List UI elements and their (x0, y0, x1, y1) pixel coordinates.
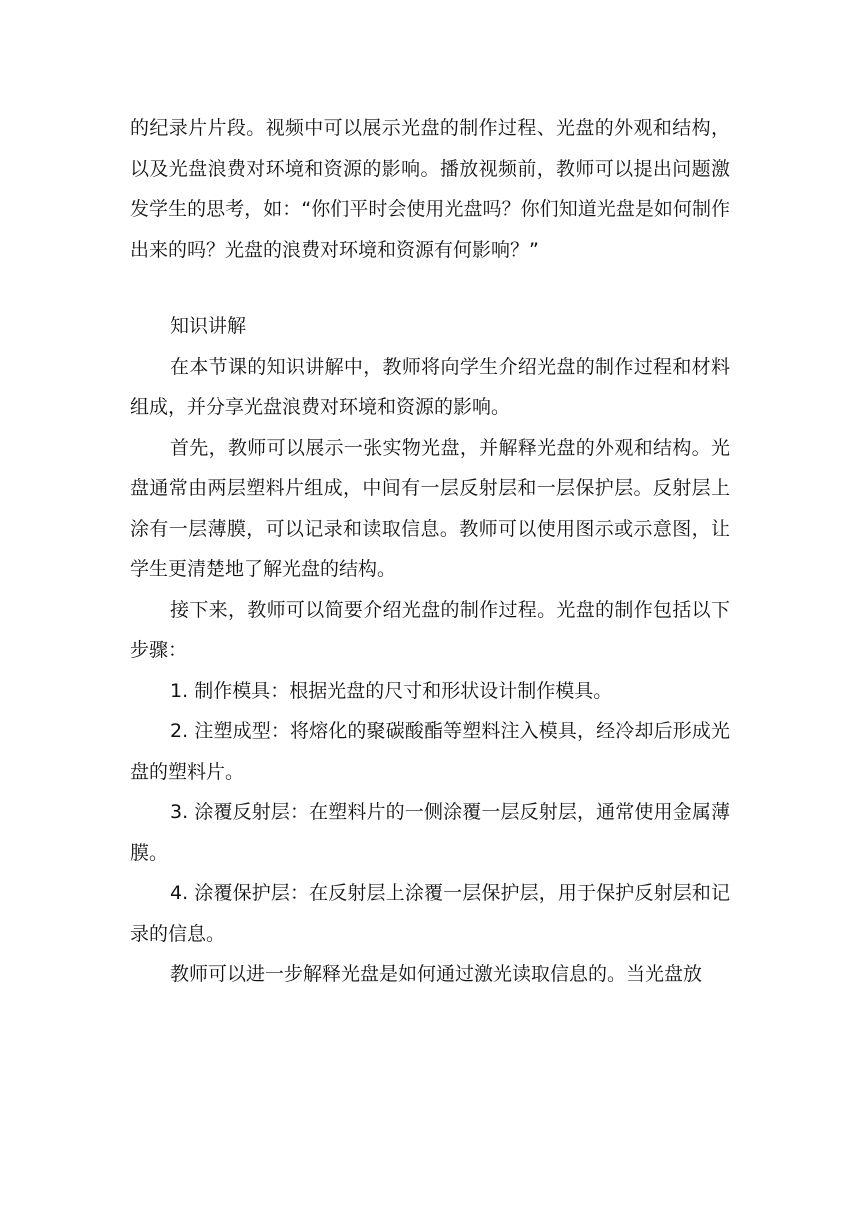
step-body: 在反射层上涂覆一层保护层，用于保护反射层和记录的信息。 (130, 882, 730, 945)
paragraph-knowledge-intro: 在本节课的知识讲解中，教师将向学生介绍光盘的制作过程和材料组成，并分享光盘浪费对环境和资源的影响。 (130, 355, 730, 418)
step-item-3 (130, 792, 730, 873)
step-body: 根据光盘的尺寸和形状设计制作模具。 (289, 679, 613, 702)
step-item-1 (130, 671, 730, 712)
document-body (130, 108, 730, 995)
paragraph-structure: 首先，教师可以展示一张实物光盘，并解释光盘的外观和结构。光盘通常由两层塑料片组成，中间有一层反射层和一层保护层。反射层上涂有一层薄膜，可以记录和读取信息。教师可以使用图示或示意图，让学生更清楚地了解光盘的结构。 (130, 436, 730, 580)
paragraph-closing: 教师可以进一步解释光盘是如何通过激光读取信息的。当光盘放 (170, 963, 703, 985)
step-title: 制作模具： (194, 679, 290, 702)
step-body: 在塑料片的一侧涂覆一层反射层，通常使用金属薄膜。 (130, 801, 730, 864)
section-gap (130, 270, 730, 306)
step-number: 2. (170, 720, 189, 742)
step-number: 3. (170, 801, 189, 823)
step-title: 涂覆反射层： (194, 801, 310, 823)
paragraph-process-intro: 接下来，教师可以简要介绍光盘的制作过程。光盘的制作包括以下步骤： (130, 598, 730, 661)
step-body: 将熔化的聚碳酸酯等塑料注入模具，经冷却后形成光盘的塑料片。 (130, 720, 730, 783)
step-item-4 (130, 873, 730, 954)
section-heading-knowledge: 知识讲解 (170, 315, 247, 337)
step-title: 涂覆保护层： (194, 882, 310, 904)
step-number: 1. (170, 679, 189, 702)
paragraph-intro-video: 的纪录片片段。视频中可以展示光盘的制作过程、光盘的外观和结构，以及光盘浪费对环境和资源的影响。播放视频前，教师可以提出问题激发学生的思考，如：“你们平时会使用光盘吗？你们知道光盘是如何制作出来的吗？光盘的浪费对环境和资源有何影响？” (130, 117, 730, 261)
step-number: 4. (170, 882, 189, 904)
step-title: 注塑成型： (194, 720, 291, 742)
step-item-2 (130, 711, 730, 792)
